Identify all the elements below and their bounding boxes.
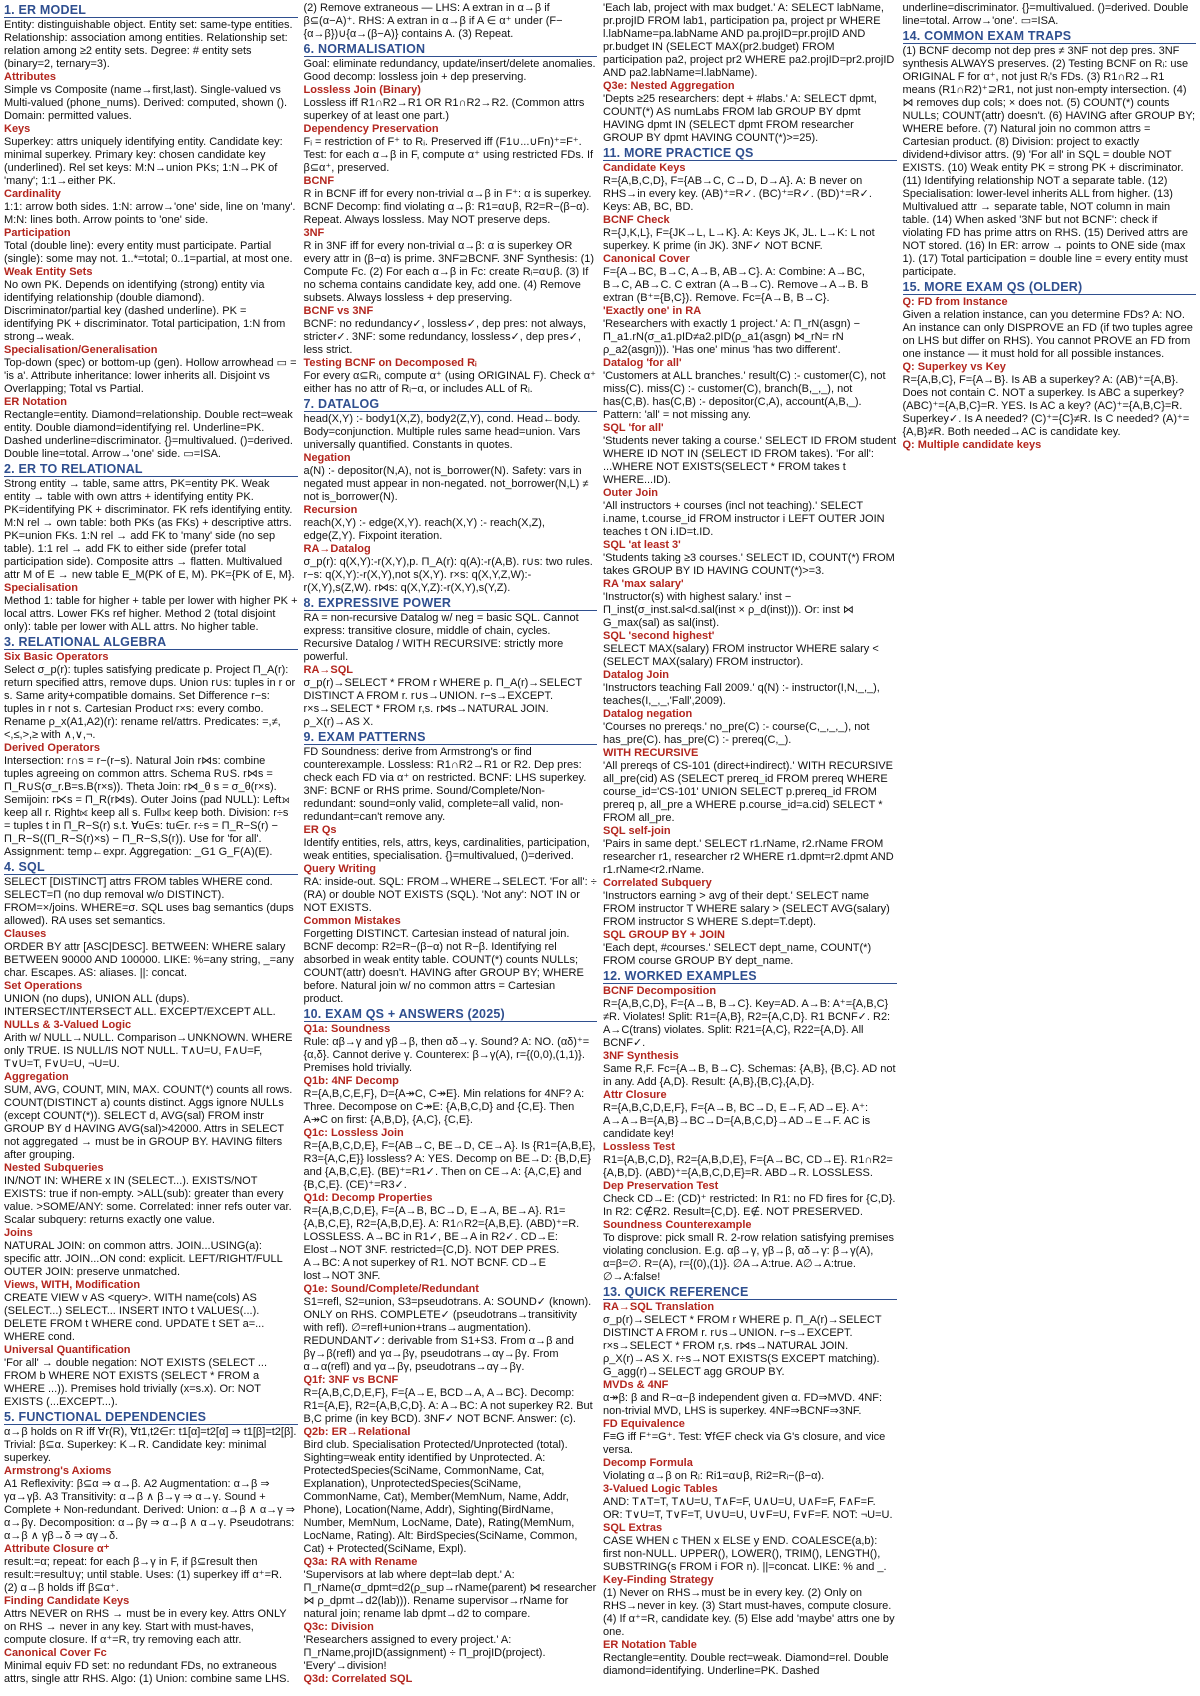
body-text: result:=α; repeat: for each β→γ in F, if β⊆result then result:=result∪γ; until stable. Uses: (1) superkey iff α⁺=R. (2) α→β holds iff β⊆α⁺. xyxy=(4,1556,283,1594)
subsection-heading: Set Operations xyxy=(4,980,83,992)
body-text: S1=refl, S2=union, S3=pseudotrans. A: SOUND✓ (known). ONLY on RHS. COMPLETE✓ (pseudotrans→transitivity with refl). ∅=refl+union+trans→augmentation). REDUNDANT✓: derivable from S1+S3. From α→β and βγ→β(refl) and γα→βγ, pseudotrans→αγ→βγ. From α→α(refl) and γα→βγ, pseudotrans→αγ→βγ. xyxy=(303,1296,592,1373)
subsection-heading: Six Basic Operators xyxy=(4,651,109,663)
subsection-heading: Specialisation xyxy=(4,582,78,594)
body-text: Goal: eliminate redundancy, update/insert/delete anomalies. Good decomp: lossless join + dep preserving. xyxy=(303,58,596,83)
body-text: α→β holds on R iff ∀r(R), ∀t1,t2∈r: t1[α]=t2[α] ⇒ t1[β]=t2[β]. Trivial: β⊆α. Superkey: K→R. Candidate key: minimal superkey. xyxy=(4,1426,297,1464)
body-text: 'Courses no prereqs.' no_pre(C) :- course(C,_,_,_), not has_pre(C). has_pre(C) :- prereq(C,_). xyxy=(603,721,870,746)
subsection-heading: Datalog 'for all' xyxy=(603,357,682,369)
subsection-heading: Keys xyxy=(4,123,31,135)
section-heading: 6. NORMALISATION xyxy=(304,42,598,57)
body-text: RA = non-recursive Datalog w/ neg = basic SQL. Cannot express: transitive closure, middle of chain, cycles. Recursive Datalog / WITH RECURSIVE: strictly more powerful. xyxy=(303,612,579,663)
body-text: R={A,B,C,D,E,F}, F={A→E, BCD→A, A→BC}. Decomp: R1={A,E}, R2={A,B,C,D}. A: A→BC: A not superkey R2. But B,C prime (in key BCD). 3NF✓ NOT BCNF. Answer: (c). xyxy=(303,1387,593,1425)
section-heading: 3. RELATIONAL ALGEBRA xyxy=(4,635,298,650)
subsection-heading: Common Mistakes xyxy=(303,915,401,927)
subsection-heading: Testing BCNF on Decomposed Rᵢ xyxy=(303,357,477,369)
subsection-heading: BCNF Check xyxy=(603,214,670,226)
body-text: AND: T∧T=T, T∧U=U, T∧F=F, U∧U=U, U∧F=F, F∧F=F. OR: T∨U=T, T∨F=T, U∨U=U, U∨F=U, F∨F=F. NOT: ¬U=U. xyxy=(603,1496,893,1521)
body-text: 'Each lab, project with max budget.' A: SELECT labName, pr.projID FROM lab1, participation pa, project pr WHERE l.labName=pa.labName AND pa.projID=pr.projID AND pr.budget IN (SELECT MAX(pr2.budget) FROM participation pa2, project pr2 WHERE pa2.projID=pr2.projID AND pa2.labName=l.labName). xyxy=(603,2,895,79)
body-text: Simple vs Composite (name→first,last). Single-valued vs Multi-valued (phone_nums). Derived: computed, shown (). Domain: permitted values. xyxy=(4,84,288,122)
subsection-heading: Candidate Keys xyxy=(603,162,686,174)
body-text: 'Customers at ALL branches.' result(C) :- customer(C), not miss(C). miss(C) :- customer(C), branch(B,_,_), not has(C,B). has(C,B) :- depositor(C,A), account(A,B,_). Pattern: 'all' = not missing any. xyxy=(603,370,886,421)
subsection-heading: Q1d: Decomp Properties xyxy=(303,1192,433,1204)
body-text: R in 3NF iff for every non-trivial α→β: α is superkey OR every attr in (β−α) is prime. 3NF⊇BCNF. 3NF Synthesis: (1) Compute Fc. (2) For each α→β in Fc: create Rᵢ=α∪β. (3) If no schema contains candidate key, add one. (4) Remove subsets. Always lossless + dep preserving. xyxy=(303,240,595,304)
subsection-heading: Attribute Closure α⁺ xyxy=(4,1543,110,1555)
body-text: R={A,B,C}, F={A→B}. Is AB a superkey? A: (AB)⁺={A,B}. Does not contain C. NOT a superkey. Is ABC a superkey? (ABC)⁺={A,B,C}=R. YES. Is AC a key? (AC)⁺={A,B,C}=R. Superkey✓. Is A needed? (C)⁺={C}≠R. Is C needed? (A)⁺={A,B}≠R. Both needed→AC is candidate key. xyxy=(902,374,1190,438)
body-text: RA: inside-out. SQL: FROM→WHERE→SELECT. 'For all': ÷ (RA) or double NOT EXISTS (SQL). 'Not any': NOT IN or NOT EXISTS. xyxy=(303,876,597,914)
subsection-heading: Q1b: 4NF Decomp xyxy=(303,1075,399,1087)
subsection-heading: 3NF xyxy=(303,227,325,239)
section-heading: 14. COMMON EXAM TRAPS xyxy=(903,29,1197,44)
section-heading: 9. EXAM PATTERNS xyxy=(304,730,598,745)
body-text: CASE WHEN c THEN x ELSE y END. COALESCE(a,b): first non-NULL. UPPER(), LOWER(), TRIM(), LENGTH(), SUBSTRING(s FROM i FOR n). ||=concat. LIKE: % and _. xyxy=(603,1535,887,1573)
subsection-heading: 3NF Synthesis xyxy=(603,1050,679,1062)
subsection-heading: SQL self-join xyxy=(603,825,671,837)
subsection-heading: Dep Preservation Test xyxy=(603,1180,719,1192)
body-text: σ_p(r)→SELECT * FROM r WHERE p. Π_A(r)→SELECT DISTINCT A FROM r. r∪s→UNION. r−s→EXCEPT. r×s→SELECT * FROM r,s. r⋈s→NATURAL JOIN. ρ_X(r)→AS X. xyxy=(303,677,582,728)
subsection-heading: Armstrong's Axioms xyxy=(4,1465,112,1477)
body-text: 'Students never taking a course.' SELECT ID FROM student WHERE ID NOT IN (SELECT ID FROM takes). 'For all': ...WHERE NOT EXISTS(SELECT * FROM takes t WHERE...ID). xyxy=(603,435,897,486)
subsection-heading: BCNF Decomposition xyxy=(603,985,717,997)
section-heading: 5. FUNCTIONAL DEPENDENCIES xyxy=(4,1410,298,1425)
subsection-heading: Cardinality xyxy=(4,188,61,200)
subsection-heading: Q3e: Nested Aggregation xyxy=(603,80,735,92)
subsection-heading: Lossless Test xyxy=(603,1141,675,1153)
body-text: 'Researchers with exactly 1 project.' A: Π_rN(asgn) − Π_a1.rN(σ_a1.pID≠a2.pID(ρ_a1(asgn) ⋈_rN= rN ρ_a2(asgn))). 'Has one' minus 'has two different'. xyxy=(603,318,860,356)
subsection-heading: SQL 'at least 3' xyxy=(603,539,681,551)
subsection-heading: Q1c: Lossless Join xyxy=(303,1127,404,1139)
subsection-heading: Nested Subqueries xyxy=(4,1162,104,1174)
body-text: BCNF: no redundancy✓, lossless✓, dep pres: not always, stricter✓. 3NF: some redundancy, lossless✓, dep pres✓, less strict. xyxy=(303,318,587,356)
section-heading: 4. SQL xyxy=(4,860,298,875)
subsection-heading: Derived Operators xyxy=(4,742,100,754)
subsection-heading: NULLs & 3-Valued Logic xyxy=(4,1019,132,1031)
body-text: 'Instructors teaching Fall 2009.' q(N) :- instructor(I,N,_,_), teaches(I,_,_,'Fall',2009). xyxy=(603,682,880,707)
body-text: F≡G iff F⁺=G⁺. Test: ∀f∈F check via G's closure, and vice versa. xyxy=(603,1431,886,1456)
subsection-heading: SQL 'second highest' xyxy=(603,630,715,642)
subsection-heading: Query Writing xyxy=(303,863,377,875)
body-text: SELECT MAX(salary) FROM instructor WHERE salary < (SELECT MAX(salary) FROM instructor). xyxy=(603,643,879,668)
body-text: R={J,K,L}, F={JK→L, L→K}. A: Keys JK, JL. L→K: L not superkey. K prime (in JK). 3NF✓ NOT BCNF. xyxy=(603,227,875,252)
body-text: a(N) :- depositor(N,A), not is_borrower(N). Safety: vars in negated must appear in non-negated. not_borrower(N,L) ≠ not is_borrower(N). xyxy=(303,465,589,503)
subsection-heading: MVDs & 4NF xyxy=(603,1379,669,1391)
subsection-heading: Finding Candidate Keys xyxy=(4,1595,130,1607)
subsection-heading: SQL Extras xyxy=(603,1522,663,1534)
subsection-heading: Q3d: Correlated SQL xyxy=(303,1673,413,1685)
body-text: Forgetting DISTINCT. Cartesian instead of natural join. BCNF decomp: R2=R−(β−α) not R−β. Identifying rel absorbed in weak entity table. COUNT(*) counts NULLs; COUNT(attr) doesn't. HAVING after GROUP BY; WHERE before. Natural join w/ no common attrs = Cartesian product. xyxy=(303,928,584,1005)
subsection-heading: Q3a: RA with Rename xyxy=(303,1556,418,1568)
subsection-heading: Canonical Cover Fc xyxy=(4,1647,107,1659)
section-heading: 11. MORE PRACTICE QS xyxy=(603,146,897,161)
subsection-heading: Datalog Join xyxy=(603,669,670,681)
section-heading: 2. ER TO RELATIONAL xyxy=(4,462,298,477)
subsection-heading: Key-Finding Strategy xyxy=(603,1574,714,1586)
subsection-heading: Views, WITH, Modification xyxy=(4,1279,141,1291)
body-text: R={A,B,C,D}, F={AB→C, C→D, D→A}. A: B never on RHS→in every key. (AB)⁺=R✓. (BC)⁺=R✓. (BD)⁺=R✓. Keys: AB, BC, BD. xyxy=(603,175,872,213)
body-text: Intersection: r∩s = r−(r−s). Natural Join r⋈s: combine tuples agreeing on common attrs. Schema R∪S. r⋈s = Π_R∪S(σ_r.B=s.B(r×s)). Theta Join: r⋈_θ s = σ_θ(r×s). Semijoin: r⋉s = Π_R(r⋈s). Outer Joins (pad NULL): Left⟕ keep all r. Right⟖ keep all s. Full⟗ keep both. Division: r÷s = tuples t in Π_R−S(r) s.t. ∀u∈s: tu∈r. r÷s = Π_R−S(r) − Π_R−S((Π_R−S(r)×s) − Π_R−S,S(r)). Use for 'for all'. Assignment: temp←expr. Aggregation: _G1 G_F(A)(E). xyxy=(4,755,290,858)
body-text: For every α⊆Rᵢ, compute α⁺ (using ORIGINAL F). Check α⁺ either has no attr of Rᵢ−α, or includes ALL of Rᵢ. xyxy=(303,370,596,395)
subsection-heading: ER Notation xyxy=(4,396,67,408)
subsection-heading: Q: Superkey vs Key xyxy=(902,361,1006,373)
subsection-heading: FD Equivalence xyxy=(603,1418,685,1430)
subsection-heading: Attributes xyxy=(4,71,56,83)
subsection-heading: Soundness Counterexample xyxy=(603,1219,752,1231)
section-heading: 8. EXPRESSIVE POWER xyxy=(304,596,598,611)
body-text: σ_p(r)→SELECT * FROM r WHERE p. Π_A(r)→SELECT DISTINCT A FROM r. r∪s→UNION. r−s→EXCEPT. r×s→SELECT * FROM r,s. r⋈s→NATURAL JOIN. ρ_X(r)→AS X. r÷s→NOT EXISTS(S EXCEPT matching). G_agg(r)→SELECT agg GROUP BY. xyxy=(603,1314,882,1378)
body-text: Strong entity → table, same attrs, PK=entity PK. Weak entity → table with own attrs + identifying entity PK. PK=identifying PK + discriminator. FK refs identifying entity. M:N rel → own table: both PKs (as FKs) + descriptive attrs. PK=union FKs. 1:N rel → add FK to 'many' side (no sep table). 1:1 rel → add FK to either side (prefer total participation side). Composite attrs → flatten. Multivalued attr M of E → new table E_M(PK of E, M). PK={PK of E, M}. xyxy=(4,478,295,581)
body-text: σ_p(r): q(X,Y):-r(X,Y),p. Π_A(r): q(A):-r(A,B). r∪s: two rules. r−s: q(X,Y):-r(X,Y),not s(X,Y). r×s: q(X,Y,Z,W):-r(X,Y),s(Z,W). r⋈s: q(X,Y,Z):-r(X,Y),s(Y,Z). xyxy=(303,556,593,594)
body-text: ORDER BY attr [ASC|DESC]. BETWEEN: WHERE salary BETWEEN 90000 AND 100000. LIKE: %=any string, _=any char. Escapes. AS: aliases. ||: concat. xyxy=(4,941,294,979)
body-text: R={A,B,C,D,E}, F={A→B, BC→D, E→A, BE→A}. R1={A,B,C,E}, R2={A,B,D,E}. A: R1∩R2={A,B,E}. (ABD)⁺=R. LOSSLESS. A→BC in R1✓, BE→A in R2✓. CD→E: Elost→NOT 3NF. restricted={C,D}. NOT DEP PRES. A→BC: A not superkey of R1. NOT BCNF. CD→E lost→NOT 3NF. xyxy=(303,1205,580,1282)
body-text: Identify entities, rels, attrs, keys, cardinalities, participation, weak entities, specialisation. {}=multivalued, ()=derived. xyxy=(303,837,590,862)
subsection-heading: Dependency Preservation xyxy=(303,123,439,135)
subsection-heading: Correlated Subquery xyxy=(603,877,712,889)
body-text: 'Students taking ≥3 courses.' SELECT ID, COUNT(*) FROM takes GROUP BY ID HAVING COUNT(*)>=3. xyxy=(603,552,895,577)
subsection-heading: Joins xyxy=(4,1227,33,1239)
body-text: R in BCNF iff for every non-trivial α→β in F⁺: α is superkey. BCNF Decomp: find violating α→β: R1=α∪β, R2=R−(β−α). Repeat. Always lossless. May NOT preserve deps. xyxy=(303,188,592,226)
subsection-heading: Specialisation/Generalisation xyxy=(4,344,158,356)
body-text: Rule: αβ→γ and γβ→β, then αδ→γ. Sound? A: NO. (αδ)⁺={α,δ}. Cannot derive γ. Counterex: β→γ(A), r={(0,0),(1,1)}. Premises hold trivially. xyxy=(303,1036,590,1074)
subsection-heading: 'Exactly one' in RA xyxy=(603,305,702,317)
body-text: F={A→BC, B→C, A→B, AB→C}. A: Combine: A→BC, B→C, AB→C. C extran (A→B→C). Remove→A→B. B extran (B⁺={B,C}). Remove. Fc={A→B, B→C}. xyxy=(603,266,869,304)
body-text: CREATE VIEW v AS <query>. WITH name(cols) AS (SELECT...) SELECT... INSERT INTO t VALUES(...). DELETE FROM t WHERE cond. UPDATE t SET a=... WHERE cond. xyxy=(4,1292,265,1343)
body-text: Select σ_p(r): tuples satisfying predicate p. Project Π_A(r): return specified attrs, remove dups. Union r∪s: tuples in r or s. Same arity+compatible domains. Set Difference r−s: tuples in r not s. Cartesian Product r×s: every combo. Rename ρ_x(A1,A2)(r): rename rel/attrs. Predicates: =,≠,<,≤,>,≥ with ∧,∨,¬. xyxy=(4,664,296,741)
subsection-heading: Recursion xyxy=(303,504,358,516)
subsection-heading: Canonical Cover xyxy=(603,253,690,265)
section-heading: 15. MORE EXAM QS (OLDER) xyxy=(903,280,1197,295)
body-text: IN/NOT IN: WHERE x IN (SELECT...). EXISTS/NOT EXISTS: true if non-empty. >ALL(sub): greater than every value. >SOME/ANY: some. Correlated: inner refs outer var. Scalar subquery: returns exactly one value. xyxy=(4,1175,292,1226)
section-heading: 10. EXAM QS + ANSWERS (2025) xyxy=(304,1007,598,1022)
subsection-heading: Clauses xyxy=(4,928,47,940)
subsection-heading: Q2b: ER→Relational xyxy=(303,1426,411,1438)
body-text: Fᵢ = restriction of F⁺ to Rᵢ. Preserved iff (F1∪...∪Fn)⁺=F⁺. Test: for each α→β in F, compute α⁺ using restricted FDs. If β⊆α⁺, preserved. xyxy=(303,136,594,174)
subsection-heading: SQL GROUP BY + JOIN xyxy=(603,929,725,941)
subsection-heading: RA→SQL xyxy=(303,664,353,676)
body-text: UNION (no dups), UNION ALL (dups). INTERSECT/INTERSECT ALL. EXCEPT/EXCEPT ALL. xyxy=(4,993,276,1018)
section-heading: 1. ER MODEL xyxy=(4,3,298,18)
body-text: reach(X,Y) :- edge(X,Y). reach(X,Y) :- reach(X,Z), edge(Z,Y). Fixpoint iteration. xyxy=(303,517,545,542)
body-text: A1 Reflexivity: β⊆α ⇒ α→β. A2 Augmentation: α→β ⇒ γα→γβ. A3 Transitivity: α→β ∧ β→γ ⇒ α→γ. Sound + Complete + Non-redundant. Derived: Union: α→β ∧ α→γ ⇒ α→βγ. Decomposition: α→βγ ⇒ α→β ∧ α→γ. Pseudotrans: α→β ∧ γβ→δ ⇒ αγ→δ. xyxy=(4,1478,295,1542)
body-text: 'All instructors + courses (incl not teaching).' SELECT i.name, t.course_id FROM instructor i LEFT OUTER JOIN teaches t ON i.ID=t.ID. xyxy=(603,500,885,538)
subsection-heading: BCNF vs 3NF xyxy=(303,305,374,317)
body-text: Lossless iff R1∩R2→R1 OR R1∩R2→R2. (Common attrs superkey of at least one part.) xyxy=(303,97,585,122)
body-text: R={A,B,C,D,E,F}, F={A→B, BC→D, E→F, AD→E}. A⁺: A→A→B={A,B}→BC→D={A,B,C,D}→AD→E→F. AC is candidate key! xyxy=(603,1102,871,1140)
body-text: NATURAL JOIN: on common attrs. JOIN...USING(a): specific attr. JOIN...ON cond: explicit. LEFT/RIGHT/FULL OUTER JOIN: preserve unmatched. xyxy=(4,1240,283,1278)
subsection-heading: Q1a: Soundness xyxy=(303,1023,391,1035)
subsection-heading: Q: Multiple candidate keys xyxy=(902,439,1042,451)
body-text: 'Researchers assigned to every project.' A: Π_rName,projID(assignment) ÷ Π_projID(project). 'Every'→division! xyxy=(303,1634,546,1672)
subsection-heading: RA 'max salary' xyxy=(603,578,684,590)
body-text: Check CD→E: (CD)⁺ restricted: In R1: no FD fires for {C,D}. In R2: C∉R2. Result={C,D}. E∉. NOT PRESERVED. xyxy=(603,1193,896,1218)
body-text: 'Instructors earning > avg of their dept.' SELECT name FROM instructor T WHERE salary > (SELECT AVG(salary) FROM instructor S WHERE S.dept=T.dept). xyxy=(603,890,890,928)
subsection-heading: Q: FD from Instance xyxy=(902,296,1008,308)
body-text: SUM, AVG, COUNT, MIN, MAX. COUNT(*) counts all rows. COUNT(DISTINCT a) counts distinct. Aggs ignore NULLs (except COUNT(*)). SELECT d, AVG(sal) FROM instr GROUP BY d HAVING AVG(sal)>42000. Attrs in SELECT not aggregated → must be in GROUP BY. HAVING filters after grouping. xyxy=(4,1084,293,1161)
subsection-heading: Q1f: 3NF vs BCNF xyxy=(303,1374,399,1386)
body-text: R1={A,B,C,D}, R2={A,B,D,E}, F={A→BC, CD→E}. R1∩R2={A,B,D}. (ABD)⁺={A,B,C,D,E}=R. ABD→R. LOSSLESS. xyxy=(603,1154,893,1179)
section-heading: 12. WORKED EXAMPLES xyxy=(603,969,897,984)
body-text: 'Instructor(s) with highest salary.' inst − Π_inst(σ_inst.sal<d.sal(inst × ρ_d(inst))). Or: inst ⋈ G_max(sal) as sal(inst). xyxy=(603,591,854,629)
subsection-heading: Lossless Join (Binary) xyxy=(303,84,421,96)
body-text: α↠β: β and R−α−β independent given α. FD⇒MVD. 4NF: non-trivial MVD, LHS is superkey. 4NF⇒BCNF⇒3NF. xyxy=(603,1392,883,1417)
subsection-heading: Participation xyxy=(4,227,71,239)
body-text: 'For all' → double negation: NOT EXISTS (SELECT ... FROM b WHERE NOT EXISTS (SELECT * FROM a WHERE ...)). Premises hold trivially (x=s.x). Or: NOT EXISTS (...EXCEPT...). xyxy=(4,1357,268,1408)
body-text: Rectangle=entity. Double rect=weak. Diamond=rel. Double diamond=identifying. Underline=PK. Dashed underline=discriminator. {}=multivalued. ()=derived. Double line=total. Arrow→'one'. ▭=ISA. xyxy=(603,2,1189,1677)
body-text: Top-down (spec) or bottom-up (gen). Hollow arrowhead ▭ = 'is a'. Attribute inheritance: lower inherits all. Disjoint vs Overlapping; Total vs Partial. xyxy=(4,357,297,395)
subsection-heading: WITH RECURSIVE xyxy=(603,747,699,759)
body-text: (1) BCNF decomp not dep pres ≠ 3NF not dep pres. 3NF synthesis ALWAYS preserves. (2) Testing BCNF on Rᵢ: use ORIGINAL F for α⁺, not just Rᵢ's FDs. (3) R1∩R2→R1 means (R1∩R2)⁺⊇R1, not just non-empty intersection. (4) ⋈ removes dup cols; × does not. (5) COUNT(*) counts NULLs; COUNT(attr) doesn't. (6) HAVING after GROUP BY; WHERE before. (7) Natural join no common attrs = Cartesian product. (8) Division: project to exactly dividend+divisor attrs. (9) 'For all' in SQL = double NOT EXISTS. (10) Weak entity PK = strong PK + discriminator. (11) Identifying relationship NOT a separate table. (12) Specialisation: lower-level inherits ALL from higher. (13) Multivalued attr → separate table, NOT column in main table. (14) When asked '3NF but not BCNF': check if violating FD has prime attrs on RHS. (15) Derived attrs are NOT stored. (16) In ER: arrow → points to ONE side (max 1). (17) Total participation = double line = every entity must participate. xyxy=(902,45,1196,278)
body-text: head(X,Y) :- body1(X,Z), body2(Z,Y), cond. Head←body. Body=conjunction. Multiple rules same head=union. Vars universally quantified. Constants in quotes. xyxy=(303,413,581,451)
subsection-heading: ER Qs xyxy=(303,824,337,836)
body-text: 'Pairs in same dept.' SELECT r1.rName, r2.rName FROM researcher r1, researcher r2 WHERE r1.dpmt=r2.dpmt AND r1.rName<r2.rName. xyxy=(603,838,894,876)
body-text: Method 1: table for higher + table per lower with higher PK + local attrs. Lower FKs ref higher. Method 2 (total disjoint only): table per lower with ALL attrs. No higher table. xyxy=(4,595,298,633)
subsection-heading: Q1e: Sound/Complete/Redundant xyxy=(303,1283,479,1295)
body-text: Rectangle=entity. Diamond=relationship. Double rect=weak entity. Double diamond=identifying rel. Underline=PK. Dashed underline=discriminator. {}=multivalued. ()=derived. Double line=total. Arrow→'one' side. ▭=ISA. xyxy=(4,409,293,460)
body-text: Arith w/ NULL→NULL. Comparison→UNKNOWN. WHERE only TRUE. IS NULL/IS NOT NULL. T∧U=U, F∧U=F, T∨U=T, F∨U=U, ¬U=U. xyxy=(4,1032,293,1070)
body-text: Entity: distinguishable object. Entity set: same-type entities. Relationship: association among entities. Relationship set: relation among ≥2 entity sets. Degree: # entity sets (binary=2, ternary=3). xyxy=(4,19,293,70)
body-text: (1) Never on RHS→must be in every key. (2) Only on RHS→never in key. (3) Start must-haves, compute closure. (4) If α⁺=R, candidate key. (5) Else add 'maybe' attrs one by one. xyxy=(603,1587,895,1638)
subsection-heading: Universal Quantification xyxy=(4,1344,131,1356)
body-text: Attrs NEVER on RHS → must be in every key. Attrs ONLY on RHS → never in any key. Start with must-haves, compute closure. If α⁺=R, try removing each attr. xyxy=(4,1608,287,1646)
subsection-heading: Outer Join xyxy=(603,487,659,499)
body-text: Bird club. Specialisation Protected/Unprotected (total). Sighting=weak entity identified by Unprotected. A: ProtectedSpecies(SciName, CommonName, Cat, Explanation), UnprotectedSpecies(SciName, CommonName, Cat), Member(MemNum, Name, Addr, Phone), Location(Name, Addr), Sighting(BirdName, Number, MemNum, LocName, Date), Rating(MemNum, LocName, Rating). Alt: BirdSpecies(SciName, Common, Cat) + Protected(SciName, Expl). xyxy=(303,1439,578,1555)
subsection-heading: BCNF xyxy=(303,175,335,187)
subsection-heading: Decomp Formula xyxy=(603,1457,693,1469)
subsection-heading: RA→Datalog xyxy=(303,543,371,555)
subsection-heading: 3-Valued Logic Tables xyxy=(603,1483,718,1495)
body-text: Total (double line): every entity must participate. Partial (single): some may not. 1..*=total; 0..1=partial, at most one. xyxy=(4,240,293,265)
subsection-heading: SQL 'for all' xyxy=(603,422,664,434)
body-text: No own PK. Depends on identifying (strong) entity via identifying relationship (double diamond). Discriminator/partial key (dashed underline). PK = identifying PK + discriminator. Total participation, 1:N from strong→weak. xyxy=(4,279,286,343)
subsection-heading: Q3c: Division xyxy=(303,1621,374,1633)
subsection-heading: Weak Entity Sets xyxy=(4,266,93,278)
body-text: Minimal equiv FD set: no redundant FDs, no extraneous attrs, single attr RHS. Algo: (1) Union: combine same LHS. (2) Remove extraneous — LHS: A extran in α→β if β⊆(α−A)⁺. RHS: A extran in α→β if A ∈ α⁺ under (F−{α→β})∪{α→(β−A)} contains A. (3) Repeat. xyxy=(4,2,563,1685)
body-text: 'Each dept, #courses.' SELECT dept_name, COUNT(*) FROM course GROUP BY dept_name. xyxy=(603,942,872,967)
body-text: R={A,B,C,D,E}, F={AB→C, BE→D, CE→A}. Is {R1={A,B,E}, R3={A,C,E}} lossless? A: YES. Decomp on BE→D: {B,D,E} and {A,B,C,E}. (BE)⁺=R1✓. Then on CE→A: {A,C,E} and {B,C,E}. (CE)⁺=R3✓. xyxy=(303,1140,596,1191)
subsection-heading: Aggregation xyxy=(4,1071,69,1083)
body-text: 'Supervisors at lab where dept=lab dept.' A: Π_rName(σ_dpmt=d2(ρ_sup→rName(parent) ⋈ researcher ⋈ ρ_dpmt→d2(lab))). Rename supervisor→rName for natural join; rename lab dpmt→d2 to compare. xyxy=(303,1569,597,1620)
body-text: 1:1: arrow both sides. 1:N: arrow→'one' side, line on 'many'. M:N: lines both. Arrow points to 'one' side. xyxy=(4,201,296,226)
subsection-heading: ER Notation Table xyxy=(603,1639,697,1651)
body-text: R={A,B,C,D}, F={A→B, B→C}. Key=AD. A→B: A⁺={A,B,C}≠R. Violates! Split: R1={A,B}, R2={A,C,D}. R1 BCNF✓. R2: A→C(trans) violates. Split: R21={A,C}, R22={A,D}. All BCNF✓. xyxy=(603,998,891,1049)
subsection-heading: RA→SQL Translation xyxy=(603,1301,715,1313)
body-text: Same R,F. Fc={A→B, B→C}. Schemas: {A,B}, {B,C}. AD not in any. Add {A,D}. Result: {A,B},{B,C},{A,D}. xyxy=(603,1063,896,1088)
body-text: Given a relation instance, can you determine FDs? A: NO. An instance can only DISPROVE an FD (if two tuples agree on LHS but differ on RHS). You cannot PROVE an FD from one instance — it must hold for all possible instances. xyxy=(902,309,1193,360)
body-text: To disprove: pick small R. 2-row relation satisfying premises violating conclusion. E.g. αβ→γ, γβ→β, αδ→γ: β→γ(A), α=β=∅. R=(A), r={(0),(1)}. ∅A→A:true. A∅→A:true. ∅→A:false! xyxy=(603,1232,894,1283)
body-text: SELECT [DISTINCT] attrs FROM tables WHERE cond. SELECT=Π (no dup removal w/o DISTINCT). FROM=×/joins. WHERE=σ. SQL uses bag semantics (dups allowed). RA uses set semantics. xyxy=(4,876,294,927)
body-text: 'All prereqs of CS-101 (direct+indirect).' WITH RECURSIVE all_pre(cid) AS (SELECT prereq_id FROM prereq WHERE course_id='CS-101' UNION SELECT p.prereq_id FROM prereq p, all_pre a WHERE p.course_id=a.cid) SELECT * FROM all_pre. xyxy=(603,760,893,824)
section-heading: 13. QUICK REFERENCE xyxy=(603,1285,897,1300)
subsection-heading: Attr Closure xyxy=(603,1089,667,1101)
body-text: Violating α→β on Rᵢ: Ri1=α∪β, Ri2=Rᵢ−(β−α). xyxy=(603,1470,825,1482)
section-heading: 7. DATALOG xyxy=(304,397,598,412)
subsection-heading: Negation xyxy=(303,452,351,464)
body-text: 'Depts ≥25 researchers: dept + #labs.' A: SELECT dpmt, COUNT(*) AS numLabs FROM lab GROUP BY dpmt HAVING dpmt IN (SELECT dpmt FROM researcher GROUP BY dpmt HAVING COUNT(*)>=25). xyxy=(603,93,877,144)
body-text: FD Soundness: derive from Armstrong's or find counterexample. Lossless: R1∩R2→R1 or R2. Dep pres: check each FD via α⁺ on restricted. BCNF: LHS superkey. 3NF: BCNF or RHS prime. Sound/Complete/Non-redundant: sound=only valid, complete=all valid, non-redundant=can't remove any. xyxy=(303,746,587,823)
body-text: Superkey: attrs uniquely identifying entity. Candidate key: minimal superkey. Primary key: chosen candidate key (underlined). Rel set keys: M:N→union PKs; 1:N→PK of 'many'; 1:1→either PK. xyxy=(4,136,283,187)
subsection-heading: Datalog negation xyxy=(603,708,693,720)
body-text: R={A,B,C,E,F}, D={A↠C, C↠E}. Min relations for 4NF? A: Three. Decompose on C↠E: {A,B,C,D} and {C,E}. Then A↠C on first: {A,B,D}, {A,C}, {C,E}. xyxy=(303,1088,585,1126)
